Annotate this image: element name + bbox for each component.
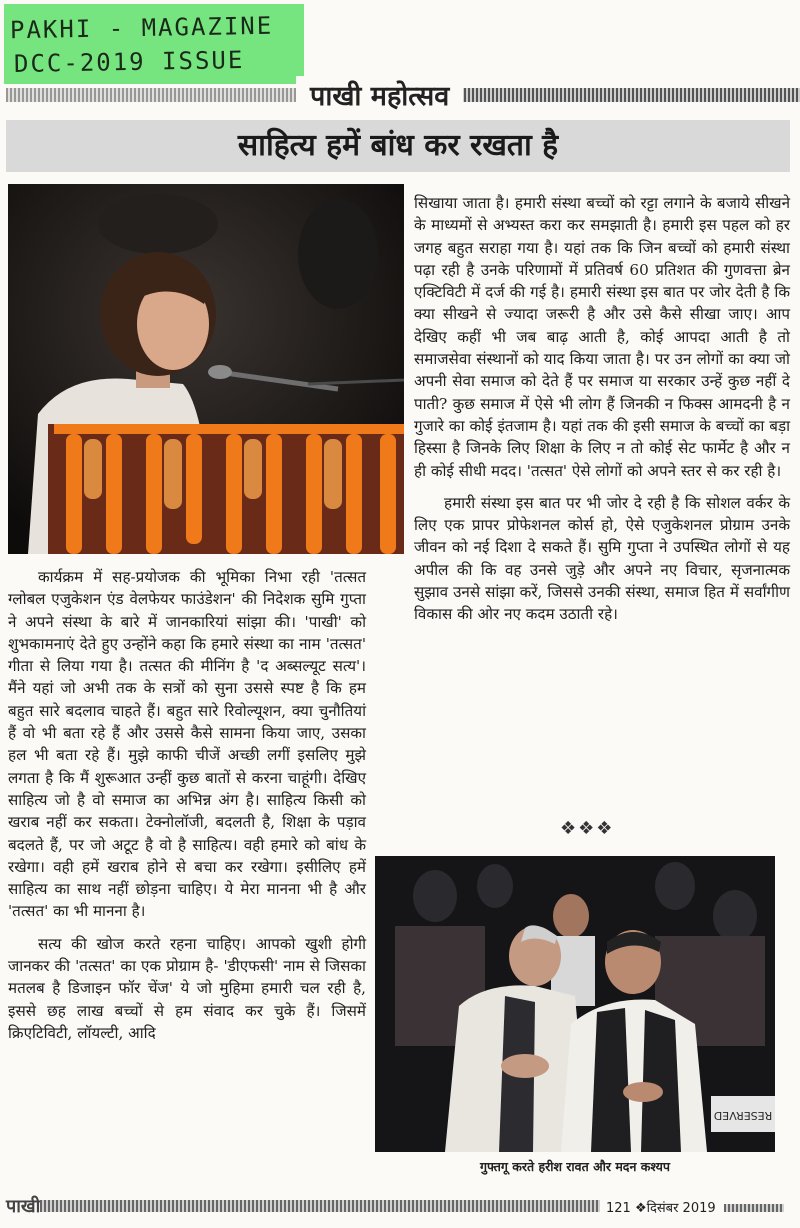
page-number: 121 bbox=[606, 1201, 631, 1216]
footer-rule bbox=[40, 1200, 600, 1212]
speaker-photo bbox=[8, 184, 404, 554]
reserved-sign-text: RESERVED bbox=[713, 1109, 773, 1122]
paragraph: हमारी संस्था इस बात पर भी जोर दे रही है कि सोशल वर्कर के लिए एक प्रापर प्रोफेशनल कोर्स हो, ऐसे एजुकेशनल प्रोग्राम उनके जीवन को नई दिशा दे सकते हैं। सुमि गुप्ता ने उपस्थित लोगों से यह अपील की कि वह उनसे जुड़े और अपने नए विचार, सृजनात्मक सुझाव उनसे सांझा करें, जिससे उनकी संस्था, समाज हित में सर्वांगीण विकास की ओर नए कदम उठाती रहे। bbox=[414, 493, 790, 624]
section-ornament: ❖❖❖ bbox=[560, 818, 615, 839]
paragraph: सिखाया जाता है। हमारी संस्था बच्चों को रट्टा लगाने के बजाये सीखने के माध्यमों से अभ्यस्त करा कर समझाती है। हमारी इस पहल को हर जगह बहुत सराहा गया है। यहां तक कि जिन बच्चों को हमारी संस्था पढ़ा रही है उनके परिणामों में प्रतिवर्ष 60 प्रतिशत की गुणवत्ता ब्रेन एक्टिविटी में दर्ज की गई है। हमारी संस्था इस बात पर जोर देती है कि क्या सीखने से ज्यादा जरूरी है और उसे कैसे सीखा जाए। आप देखिए कहीं भी जब बाढ़ आती है, कोई आपदा आती है तो समाजसेवा संस्थानों को याद किया जाता है। पर उन लोगों का क्या जो अपनी सेवा समाज को देते हैं पर समाज या सरकार उन्हें कुछ नहीं दे पाती? कुछ समाज में ऐसे भी लोग हैं जिनकी न फिक्स आमदनी है न गुजारे का कोई इंतजाम है। यहां तक की इसी समाज के बच्चों का बड़ा हिस्सा है जिनके लिए शिक्षा के लिए न तो कोई सेट फार्मेट है और न ही कोई सीधी मदद। 'तत्सत' ऐसे लोगों को अपने स्तर से कर रही है। bbox=[414, 194, 790, 480]
handwritten-note-line1: PAKHI - MAGAZINE bbox=[9, 11, 274, 45]
footer-page-info bbox=[606, 1198, 716, 1216]
paragraph: सत्य की खोज करते रहना चाहिए। आपको खुशी होगी जानकर की 'तत्सत' का एक प्रोग्राम है- 'डीएफसी' नाम से जिसका मतलब है डिजाइन फॉर चेंज' ये जो मुहिमा हमारी चल रही है, इससे छह लाख बच्चों से हम संवाद कर चुके हैं। जिसमें क्रिएटिविटी, लॉयल्टी, आदि bbox=[8, 934, 366, 1042]
header-rule-left bbox=[6, 88, 296, 102]
audience-photo bbox=[375, 856, 775, 1152]
footer-separator-icon: ❖ bbox=[634, 1201, 647, 1216]
paragraph: कार्यक्रम में सह-प्रयोजक की भूमिका निभा रही 'तत्सत ग्लोबल एजुकेशन एंड वेलफेयर फाउंडेशन' की निदेशक सुमि गुप्ता ने अपने संस्था के बारे में जानकारियां सांझा की। 'पाखी' को शुभकामनाएं देते हुए उन्होंने कहा कि हमारे संस्था का नाम 'तत्सत' गीता से लिया गया है। तत्सत की मीनिंग है 'द अब्सल्यूट सत्य'। मैंने यहां जो अभी तक के सत्रों को सुना उससे स्पष्ट है कि हम बहुत सारे बदलाव चाहते हैं। बहुत सारे रिवोल्यूशन, क्या चुनौतियां हैं वो भी बता रहे हैं और उससे कैसे सामना किया जाए, उसका हल भी बता रहे हैं। मुझे काफी चीजें अच्छी लगीं इसलिए मुझे लगता है कि मैं शुरूआत उन्हीं कुछ बातों से करना चाहूंगी। देखिए साहित्य जो है वो समाज का अभिन्न अंग है। साहित्य किसी को खराब नहीं कर सकता। टेक्नोलॉजी, बदलती है, शिक्षा के पड़ाव बदलते हैं, पर जो अटूट है वो है साहित्य। वही हमारे को बांध के रखेगा। वही हमें खराब होने से बचा कर रखेगा। इसीलिए हमें साहित्य का साथ नहीं छोड़ना चाहिए। ये मेरा मानना भी है और 'तत्सत' का भी मानना है। bbox=[8, 568, 366, 921]
article-column-left bbox=[8, 566, 366, 1044]
section-label: पाखी महोत्सव bbox=[296, 76, 463, 113]
footer-rule-right bbox=[724, 1204, 784, 1212]
article-headline: साहित्य हमें बांध कर रखता है bbox=[237, 128, 559, 163]
speaker-photo-illustration bbox=[8, 184, 404, 554]
issue-date: दिसंबर 2019 bbox=[646, 1201, 716, 1216]
audience-photo-illustration bbox=[375, 856, 775, 1152]
article-column-right bbox=[414, 192, 790, 626]
photo-caption: गुफ्तगू करते हरीश रावत और मदन कश्यप bbox=[479, 1159, 670, 1174]
footer-logo: पाखी bbox=[6, 1196, 41, 1217]
handwritten-note-line2: DCC-2019 ISSUE bbox=[13, 45, 245, 79]
